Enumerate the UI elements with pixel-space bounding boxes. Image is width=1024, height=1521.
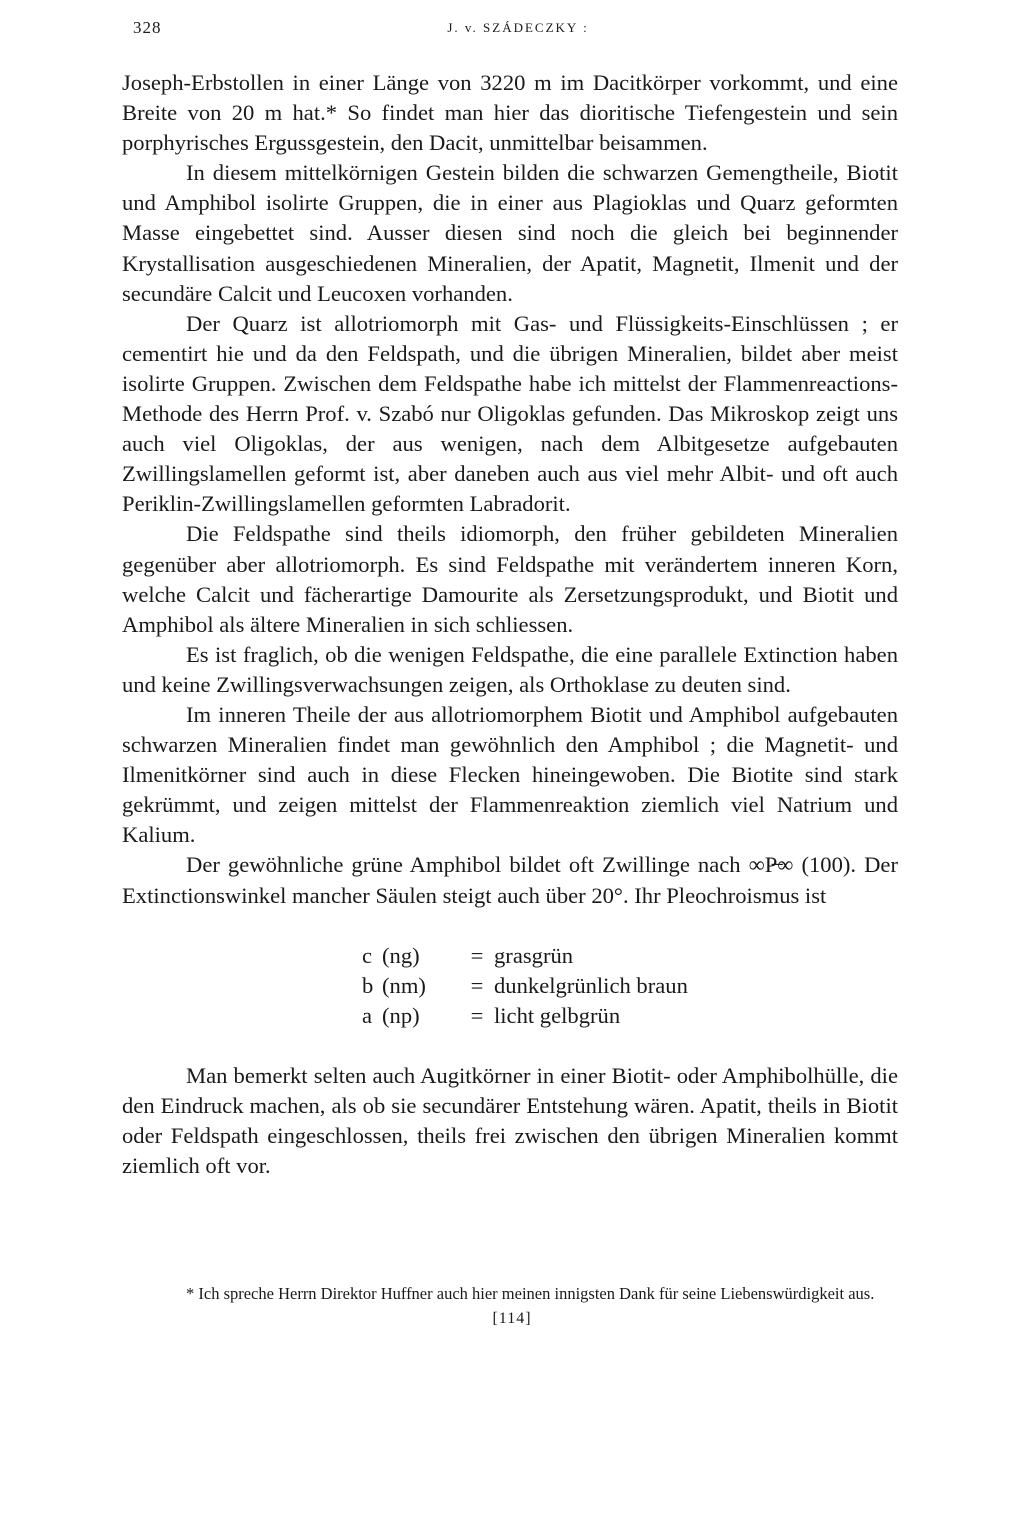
paragraph: Der gewöhnliche grüne Amphibol bildet oft Zwillinge nach ∞P̶∞ (100). Der Extinctionswinkel mancher Säulen steigt auch über 20°. Ihr Pleochroismus ist	[122, 852, 898, 908]
footnote: * Ich spreche Herrn Direktor Huffner auch hier meinen innigsten Dank für seine Liebenswürdigkeit aus.	[186, 1283, 875, 1303]
paragraph: Die Feldspathe sind theils idiomorph, den früher gebildeten Mineralien gegenüber aber allotriomorph. Es sind Feldspathe mit verändertem inneren Korn, welche Calcit und fächerartige Damourite als Zersetzungsprodukt, und Biotit und Amphibol als ältere Mineralien in sich schliessen.	[122, 521, 898, 637]
pleochroic-color: grasgrün	[494, 942, 574, 968]
refractive-index: (np)	[382, 1002, 420, 1028]
page-header	[133, 18, 903, 44]
pleochroic-color: licht gelbgrün	[494, 1002, 621, 1028]
paragraph: Man bemerkt selten auch Augitkörner in einer Biotit- oder Amphibolhülle, die den Eindruck machen, als ob sie secundärer Entstehung wären. Apatit, theils in Biotit oder Feldspath eingeschlossen, theils frei zwischen den übrigen Mineralien kommt ziemlich oft vor.	[122, 1062, 898, 1179]
pleochroism-row	[362, 941, 688, 971]
pleochroism-row	[362, 971, 688, 1001]
refractive-index: (ng)	[382, 942, 420, 968]
pleochroic-color: dunkelgrünlich braun	[494, 972, 688, 998]
paragraph: Joseph-Erbstollen in einer Länge von 3220 m im Dacitkörper vorkommt, und eine Breite von 20 m hat.* So findet man hier das dioritische Tiefengestein und sein porphyrisches Ergussgestein, den Dacit, unmittelbar beisammen.	[122, 70, 898, 156]
equals-sign: =	[470, 942, 484, 968]
pleochroism-table	[362, 941, 688, 1031]
running-head: J. v. SZÁDECZKY :	[447, 20, 589, 35]
paragraph: Der Quarz ist allotriomorph mit Gas- und Flüssigkeits-Einschlüssen ; er cementirt hie und da den Feldspath, und die übrigen Mineralien, bildet aber meist isolirte Gruppen. Zwischen dem Feldspathe habe ich mittelst der Flammenreactions-Methode des Herrn Prof. v. Szabó nur Oligoklas gefunden. Das Mikroskop zeigt uns auch viel Oligoklas, der aus wenigen, nach dem Albitgesetze aufgebauten Zwillingslamellen geformt ist, aber daneben auch aus viel mehr Albit- und oft auch Periklin-Zwillingslamellen geformten Labradorit.	[122, 310, 898, 517]
folio-number: [114]	[492, 1310, 532, 1327]
axis-label: b	[362, 972, 374, 998]
pleochroism-row	[362, 1001, 688, 1031]
paragraph: In diesem mittelkörnigen Gestein bilden die schwarzen Gemengtheile, Biotit und Amphibol isolirte Gruppen, die in einer aus Plagioklas und Quarz geformten Masse eingebettet sind. Ausser diesen sind noch die gleich bei beginnender Krystallisation ausgeschiedenen Mineralien, der Apatit, Magnetit, Ilmenit und der secundäre Calcit und Leucoxen vorhanden.	[122, 160, 898, 306]
paragraph: Es ist fraglich, ob die wenigen Feldspathe, die eine parallele Extinction haben und keine Zwillingsverwachsungen zeigen, als Orthoklase zu deuten sind.	[122, 641, 898, 697]
paragraph: Im inneren Theile der aus allotriomorphem Biotit und Amphibol aufgebauten schwarzen Mineralien findet man gewöhnlich den Amphibol ; die Magnetit- und Ilmenitkörner sind auch in diese Flecken hineingewoben. Die Biotite sind stark gekrümmt, und zeigen mittelst der Flammenreaktion ziemlich viel Natrium und Kalium.	[122, 701, 898, 848]
body-text	[122, 68, 898, 1181]
refractive-index: (nm)	[382, 972, 426, 998]
equals-sign: =	[470, 972, 484, 998]
axis-label: a	[362, 1002, 373, 1028]
equals-sign: =	[470, 1002, 484, 1028]
page-number: 328	[133, 18, 162, 37]
axis-label: c	[362, 942, 373, 968]
